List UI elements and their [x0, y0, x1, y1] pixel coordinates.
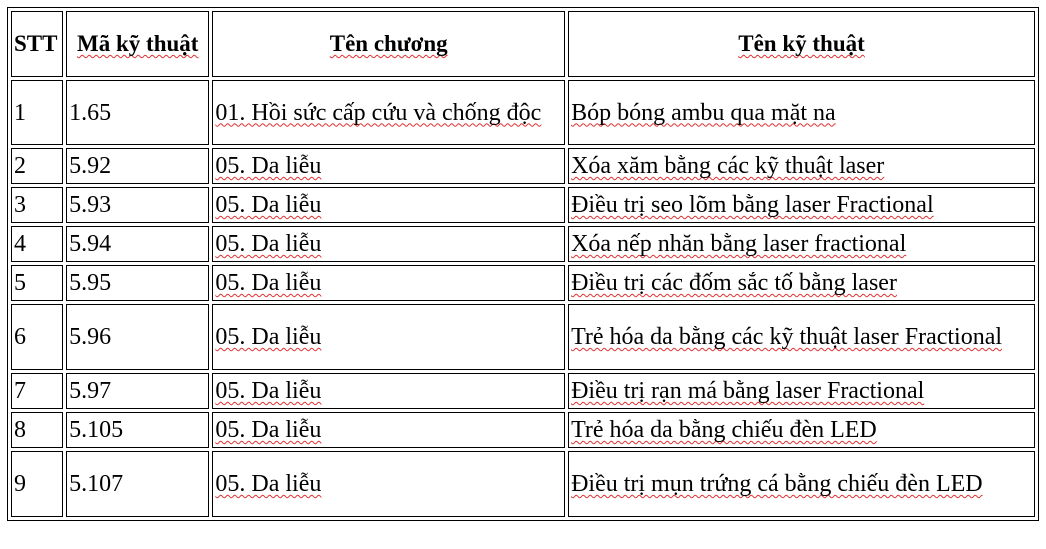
cell-chuong-text: 05. Da liễu	[215, 417, 322, 443]
header-ten-chuong	[212, 11, 565, 77]
cell-chuong	[212, 373, 565, 409]
cell-ten	[568, 265, 1035, 301]
cell-ten-text: Xóa xăm bằng các kỹ thuật laser	[571, 153, 885, 179]
cell-chuong	[212, 80, 565, 145]
table-row	[11, 373, 1035, 409]
cell-ma: 5.107	[66, 451, 209, 517]
cell-ma: 5.92	[66, 148, 209, 184]
cell-ten-text: Điều trị rạn má bằng laser Fractional	[571, 378, 925, 404]
cell-chuong	[212, 304, 565, 370]
cell-chuong-text: 05. Da liễu	[215, 153, 322, 179]
cell-chuong	[212, 226, 565, 262]
cell-ma: 1.65	[66, 80, 209, 145]
cell-chuong-text: 05. Da liễu	[215, 471, 322, 497]
table-row	[11, 148, 1035, 184]
cell-ma: 5.96	[66, 304, 209, 370]
cell-stt: 3	[11, 187, 63, 223]
cell-ten-text: Điều trị các đốm sắc tố bằng laser	[571, 270, 897, 296]
cell-stt: 9	[11, 451, 63, 517]
table-row	[11, 226, 1035, 262]
cell-ten	[568, 412, 1035, 448]
cell-ma: 5.105	[66, 412, 209, 448]
cell-ten	[568, 80, 1035, 145]
cell-ten	[568, 226, 1035, 262]
cell-chuong-text: 05. Da liễu	[215, 231, 322, 257]
table-row	[11, 451, 1035, 517]
header-ma-ky-thuat	[66, 11, 209, 77]
cell-chuong	[212, 451, 565, 517]
cell-stt: 6	[11, 304, 63, 370]
cell-ten	[568, 304, 1035, 370]
cell-ten	[568, 451, 1035, 517]
cell-chuong-text: 05. Da liễu	[215, 270, 322, 296]
cell-chuong	[212, 187, 565, 223]
cell-chuong-text: 05. Da liễu	[215, 192, 322, 218]
cell-ten-text: Trẻ hóa da bằng chiếu đèn LED	[571, 417, 877, 443]
table-row	[11, 412, 1035, 448]
cell-ten-text: Bóp bóng ambu qua mặt na	[571, 99, 836, 126]
table-row	[11, 80, 1035, 145]
cell-ma: 5.94	[66, 226, 209, 262]
table-header-row	[11, 11, 1035, 77]
table-row	[11, 304, 1035, 370]
header-ten-chuong-label: Tên chương	[329, 31, 448, 56]
cell-ten	[568, 148, 1035, 184]
cell-ten-text: Trẻ hóa da bằng các kỹ thuật laser Fractional	[571, 324, 1003, 350]
cell-chuong-text: 05. Da liễu	[215, 324, 322, 350]
document-table-container	[7, 7, 1039, 521]
cell-ma: 5.95	[66, 265, 209, 301]
cell-stt: 7	[11, 373, 63, 409]
table-row	[11, 187, 1035, 223]
cell-ma: 5.97	[66, 373, 209, 409]
cell-stt: 8	[11, 412, 63, 448]
header-ten-ky-thuat-label: Tên kỹ thuật	[738, 31, 865, 56]
cell-chuong	[212, 265, 565, 301]
cell-stt: 2	[11, 148, 63, 184]
cell-chuong	[212, 412, 565, 448]
table-row	[11, 265, 1035, 301]
cell-chuong	[212, 148, 565, 184]
header-ten-ky-thuat	[568, 11, 1035, 77]
cell-ten-text: Điều trị seo lõm bằng laser Fractional	[571, 192, 934, 218]
cell-chuong-text: 05. Da liễu	[215, 378, 322, 404]
header-stt: STT	[11, 11, 63, 77]
technique-table	[7, 7, 1039, 521]
cell-ten	[568, 373, 1035, 409]
cell-chuong-text: 01. Hồi sức cấp cứu và chống độc	[215, 99, 542, 126]
header-ma-ky-thuat-label: Mã kỹ thuật	[77, 31, 199, 56]
cell-stt: 5	[11, 265, 63, 301]
cell-ten	[568, 187, 1035, 223]
cell-ten-text: Xóa nếp nhăn bằng laser fractional	[571, 231, 907, 257]
cell-stt: 4	[11, 226, 63, 262]
cell-ma: 5.93	[66, 187, 209, 223]
cell-stt: 1	[11, 80, 63, 145]
cell-ten-text: Điều trị mụn trứng cá bằng chiếu đèn LED	[571, 471, 983, 497]
